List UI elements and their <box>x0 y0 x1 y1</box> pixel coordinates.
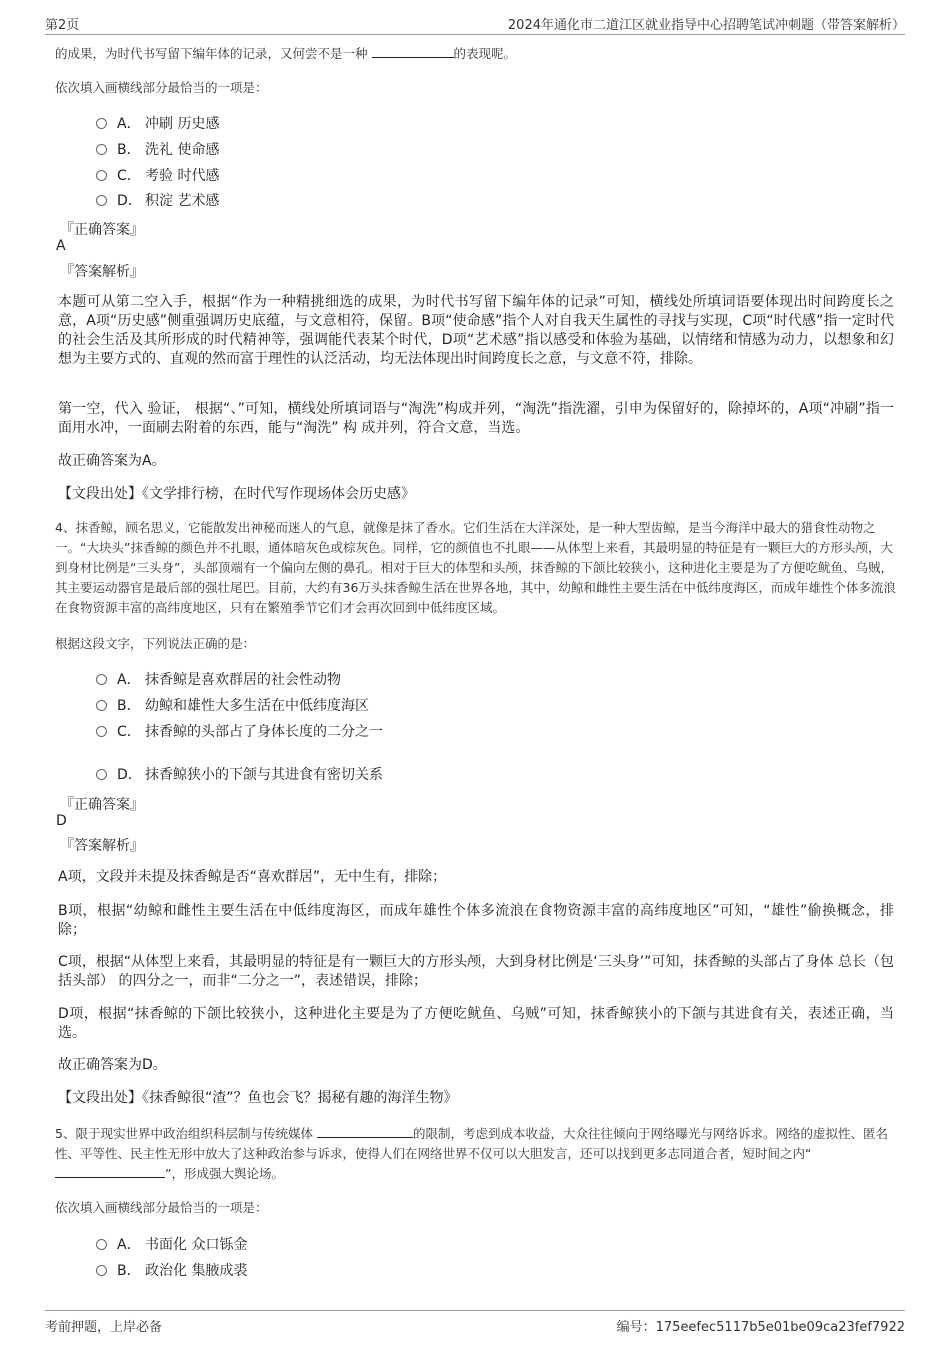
q4-option-b[interactable]: B． 幼鲸和雄性大多生活在中低纬度海区 <box>96 696 369 716</box>
page-header <box>45 14 905 35</box>
q5-option-a[interactable]: A． 书面化 众口铄金 <box>96 1235 247 1255</box>
q5-stem: 5、限于现实世界中政治组织科层制与传统媒体 的限制，考虑到成本收益，大众往往倾向于网络曝光与网络诉求。网络的虚拟性、匿名性、平等性、民主性无形中放大了这种政治参与诉求，使得人们在网络世界不仅可以大胆发言，还可以找到更多志同道合者，短时间之内“”，形成强大舆论场。 <box>55 1126 888 1181</box>
q4-answer: D <box>56 813 67 829</box>
q4-option-d[interactable]: D． 抹香鲸狭小的下颌与其进食有密切关系 <box>96 765 383 785</box>
q4-analysis-b: B项，根据“幼鲸和雌性主要生活在中低纬度海区，而成年雄性个体多流浪在食物资源丰富的高纬度地区”可知，“雄性”偷换概念，排除； <box>58 903 894 938</box>
radio-icon[interactable] <box>96 170 107 181</box>
q3-option-b[interactable]: B． 洗礼 使命感 <box>96 140 219 160</box>
q4-answer-label: 『正确答案』 <box>60 797 144 813</box>
q3-prompt: 依次填入画横线部分最恰当的一项是： <box>55 80 268 95</box>
q3-analysis-2: 第一空，代入 验证， 根据“、”可知，横线处所填词语与“淘洗”构成并列，“淘洗”指洗濯，引申为保留好的，除掉坏的，A项“冲刷”指一面用水冲，一面刷去附着的东西，能与“淘洗” 构 成并列，符合文意，当选。 <box>58 401 894 436</box>
radio-icon[interactable] <box>96 700 107 711</box>
q3-answer-label: 『正确答案』 <box>60 222 144 238</box>
q4-option-c[interactable]: C． 抹香鲸的头部占了身体长度的二分之一 <box>96 722 383 742</box>
radio-icon[interactable] <box>96 1265 107 1276</box>
q4-analysis-d: D项，根据“抹香鲸的下颌比较狭小，这种进化主要是为了方便吃鱿鱼、乌贼”可知，抹香鲸狭小的下颌与其进食有关，表述正确，当选。 <box>58 1006 894 1041</box>
q4-option-a[interactable]: A． 抹香鲸是喜欢群居的社会性动物 <box>96 670 341 690</box>
document-id: 编号：175eefec5117b5e01be09ca23fef7922 <box>616 1320 905 1335</box>
radio-icon[interactable] <box>96 726 107 737</box>
radio-icon[interactable] <box>96 118 107 129</box>
q3-option-d[interactable]: D． 积淀 艺术感 <box>96 191 219 211</box>
document-title: 2024年通化市二道江区就业指导中心招聘笔试冲刺题（带答案解析） <box>507 18 905 33</box>
q4-analysis-label: 『答案解析』 <box>60 838 144 854</box>
q4-analysis-conclusion: 故正确答案为D。 <box>58 1057 167 1073</box>
q4-source: 【文段出处】《抹香鲸很“渣”？鱼也会飞？揭秘有趣的海洋生物》 <box>58 1090 458 1106</box>
q3-analysis-3: 故正确答案为A。 <box>58 453 166 469</box>
footer-slogan: 考前押题，上岸必备 <box>45 1320 163 1335</box>
q4-analysis-c: C项，根据“从体型上来看，其最明显的特征是有一颗巨大的方形头颅，大到身材比例是‘三头身’”可知，抹香鲸的头部占了身体 总长（包括头部） 的四分之一，而非“二分之一”，表述错误，排除； <box>58 954 894 989</box>
radio-icon[interactable] <box>96 1239 107 1250</box>
page-number: 第2页 <box>45 18 80 33</box>
q4-analysis-a: A项，文段并未提及抹香鲸是否“喜欢群居”，无中生有，排除； <box>58 869 447 885</box>
radio-icon[interactable] <box>96 674 107 685</box>
q3-stem-tail: 的成果，为时代书写留下编年体的记录，又何尝不是一种 的表现呢。 <box>55 46 517 61</box>
q4-prompt: 根据这段文字，下列说法正确的是： <box>55 636 256 651</box>
radio-icon[interactable] <box>96 769 107 780</box>
q3-source: 【文段出处】《文学排行榜，在时代写作现场体会历史感》 <box>58 486 415 502</box>
fill-blank <box>372 45 454 58</box>
radio-icon[interactable] <box>96 195 107 206</box>
q3-option-a[interactable]: A． 冲刷 历史感 <box>96 114 219 134</box>
q5-option-b[interactable]: B． 政治化 集腋成裘 <box>96 1261 247 1281</box>
fill-blank <box>55 1165 165 1178</box>
page-footer <box>45 1310 905 1337</box>
radio-icon[interactable] <box>96 144 107 155</box>
q3-answer: A <box>56 238 66 254</box>
q3-option-c[interactable]: C． 考验 时代感 <box>96 166 219 186</box>
q5-prompt: 依次填入画横线部分最恰当的一项是： <box>55 1200 268 1215</box>
fill-blank <box>317 1125 413 1138</box>
q3-analysis-label: 『答案解析』 <box>60 264 144 280</box>
q4-stem: 4、抹香鲸，顾名思义，它能散发出神秘而迷人的气息，就像是抹了香水。它们生活在大洋深处，是一种大型齿鲸，是当今海洋中最大的猎食性动物之一。“大块头”抹香鲸的颜色并不扎眼，通体暗灰色或棕灰色。同样，它的颜值也不扎眼——从体型上来看，其最明显的特征是有一颗巨大的方形头颅，大到身材比例是“三头身”，头部顶端有一个偏向左侧的鼻孔。相对于巨大的体型和头颅，抹香鲸的下颌比较狭小，这种进化主要是为了方便吃鱿鱼、乌贼，其主要运动器官是最后部的强壮尾巴。目前，大约有36万头抹香鲸生活在世界各地，其中，幼鲸和雌性主要生活在中低纬度海区，而成年雄性个体多流浪在食物资源丰富的高纬度地区，只有在繁殖季节它们才会再次回到中低纬度区域。 <box>55 520 896 615</box>
q3-analysis-1: 本题可从第二空入手，根据“作为一种精挑细选的成果，为时代书写留下编年体的记录”可知，横线处所填词语要体现出时间跨度长之意，A项“历史感”侧重强调历史底蕴，与文意相符，保留。B项“使命感”指个人对自我天生属性的寻找与实现，C项“时代感”指一定时代的社会生活及其所形成的时代精神等，强调能代表某个时代，D项“艺术感”指以感受和体验为基础，以情绪和情感为动力，以想象和幻想为主要方式的、直观的然而富于理性的认泛活动，均无法体现出时间跨度长之意，与文意不符，排除。 <box>58 294 894 367</box>
